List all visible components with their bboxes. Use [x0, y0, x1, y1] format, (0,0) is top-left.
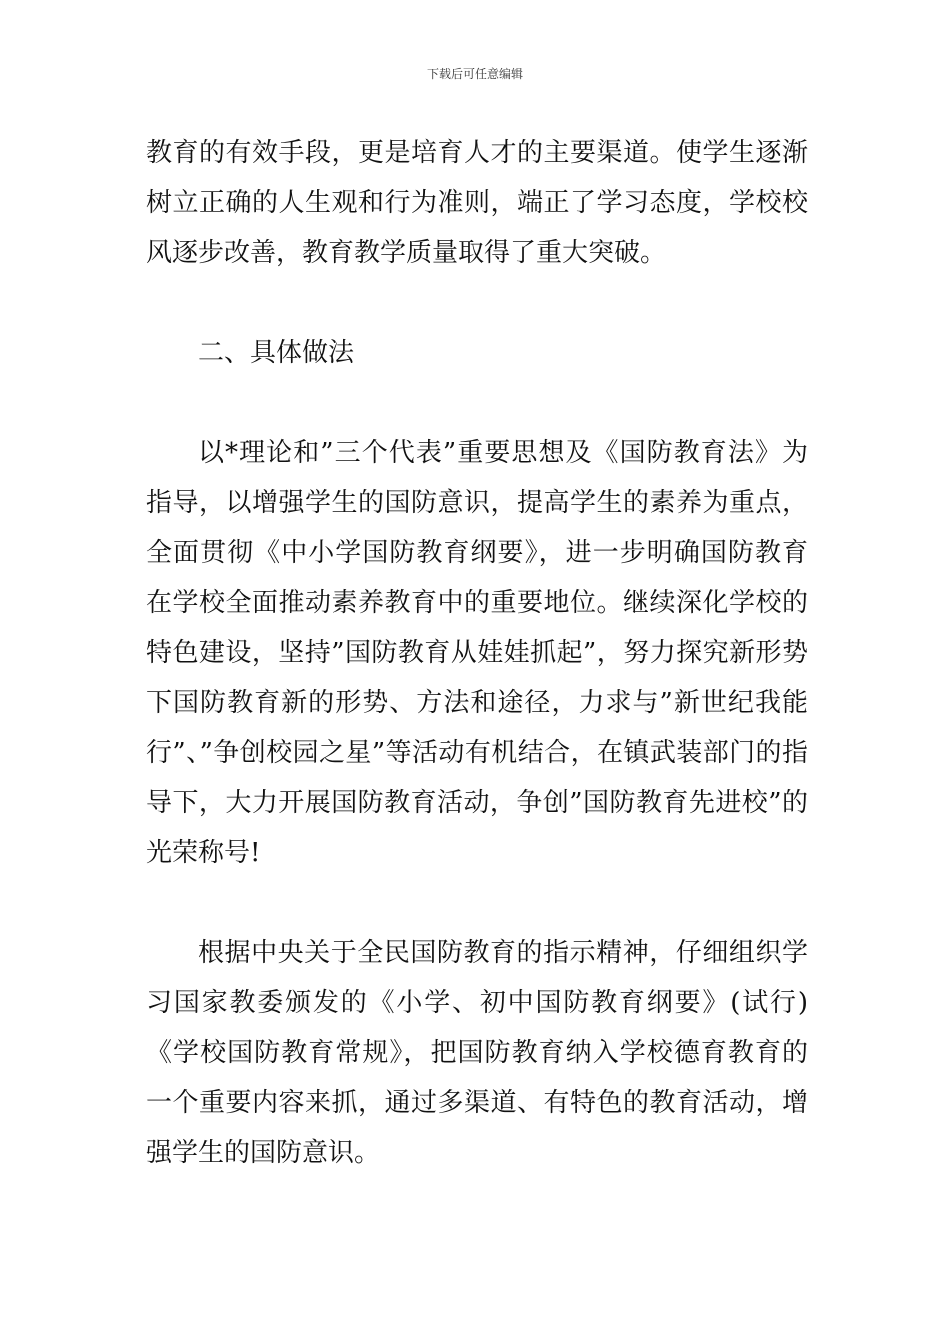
paragraph-gap: [146, 278, 808, 328]
paragraph-gap: [146, 878, 808, 928]
paragraph-implementation: 根据中央关于全民国防教育的指示精神，仔细组织学习国家教委颁发的《小学、初中国防教育纲要》(试行)《学校国防教育常规》，把国防教育纳入学校德育教育的一个重要内容来抓，通过多渠道、有特色的教育活动，增强学生的国防意识。: [146, 938, 808, 1168]
paragraph-gap: [146, 378, 808, 428]
paragraph-continuation: 教育的有效手段，更是培育人才的主要渠道。使学生逐渐树立正确的人生观和行为准则，端正了学习态度，学校校风逐步改善，教育教学质量取得了重大突破。: [146, 138, 808, 268]
page-header: 下载后可任意编辑: [426, 67, 523, 81]
document-body: [146, 128, 808, 1178]
paragraph-guidance: 以*理论和”三个代表”重要思想及《国防教育法》为指导，以增强学生的国防意识，提高学生的素养为重点，全面贯彻《中小学国防教育纲要》，进一步明确国防教育在学校全面推动素养教育中的重要地位。继续深化学校的特色建设，坚持”国防教育从娃娃抓起”，努力探究新形势下国防教育新的形势、方法和途径，力求与”新世纪我能行”、”争创校园之星”等活动有机结合，在镇武装部门的指导下，大力开展国防教育活动，争创”国防教育先进校”的光荣称号!: [146, 438, 808, 868]
section-heading: 二、具体做法: [198, 338, 355, 368]
